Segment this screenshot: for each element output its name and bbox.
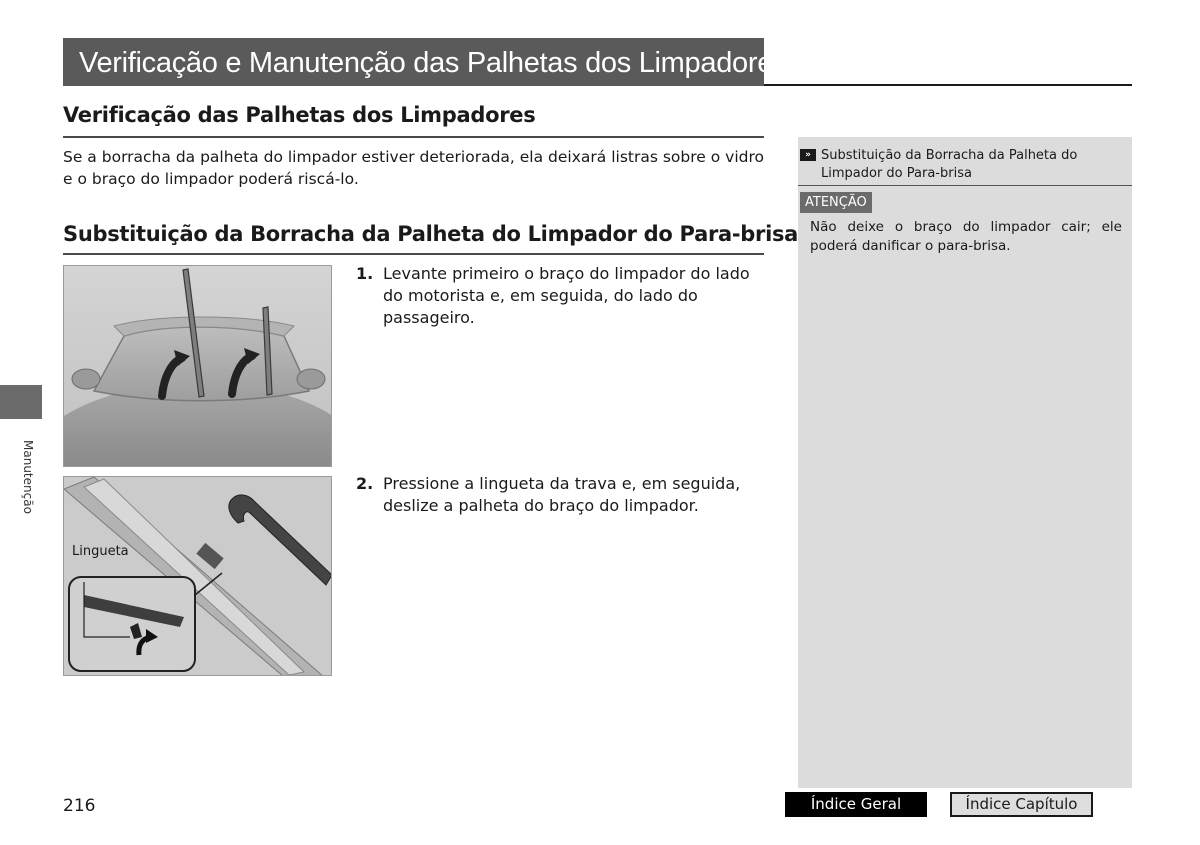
- step-number: 2.: [356, 474, 374, 493]
- page-number: 216: [63, 796, 96, 816]
- chapter-label: Manutenção: [21, 440, 35, 514]
- step-2: [356, 473, 764, 517]
- reference-arrow-icon: »: [800, 149, 816, 161]
- step-number: 1.: [356, 264, 374, 283]
- title-rule: [764, 84, 1132, 86]
- step-text: Levante primeiro o braço do limpador do lado do motorista e, em seguida, do lado do passageiro.: [383, 264, 750, 327]
- index-general-button[interactable]: Índice Geral: [785, 792, 927, 817]
- caution-badge: ATENÇÃO: [800, 192, 872, 213]
- sidebar-notes: [798, 137, 1132, 788]
- figure-raise-wipers: [63, 265, 332, 467]
- step-text: Pressione a lingueta da trava e, em seguida, deslize a palheta do braço do limpador.: [383, 474, 741, 515]
- section-heading-replace: Substituição da Borracha da Palheta do Limpador do Para-brisa: [63, 222, 799, 246]
- lingueta-label: Lingueta: [72, 544, 129, 559]
- section-heading-check: Verificação das Palhetas dos Limpadores: [63, 103, 536, 127]
- caution-text: Não deixe o braço do limpador cair; ele poderá danificar o para-brisa.: [810, 219, 1122, 254]
- step-1: [356, 263, 764, 329]
- page-title: Verificação e Manutenção das Palhetas dos Limpadores: [63, 38, 764, 86]
- heading-rule: [63, 136, 764, 138]
- section-body-check: Se a borracha da palheta do limpador estiver deteriorada, ela deixará listras sobre o vidro e o braço do limpador poderá riscá-lo.: [63, 148, 764, 188]
- note-reference[interactable]: [798, 147, 1132, 183]
- note-reference-title: Substituição da Borracha da Palheta do Limpador do Para-brisa: [821, 148, 1078, 181]
- index-chapter-button[interactable]: Índice Capítulo: [950, 792, 1093, 817]
- note-rule: [798, 185, 1132, 186]
- heading-rule: [63, 253, 764, 255]
- chapter-tab[interactable]: [0, 385, 42, 419]
- figure-release-blade: [63, 476, 332, 676]
